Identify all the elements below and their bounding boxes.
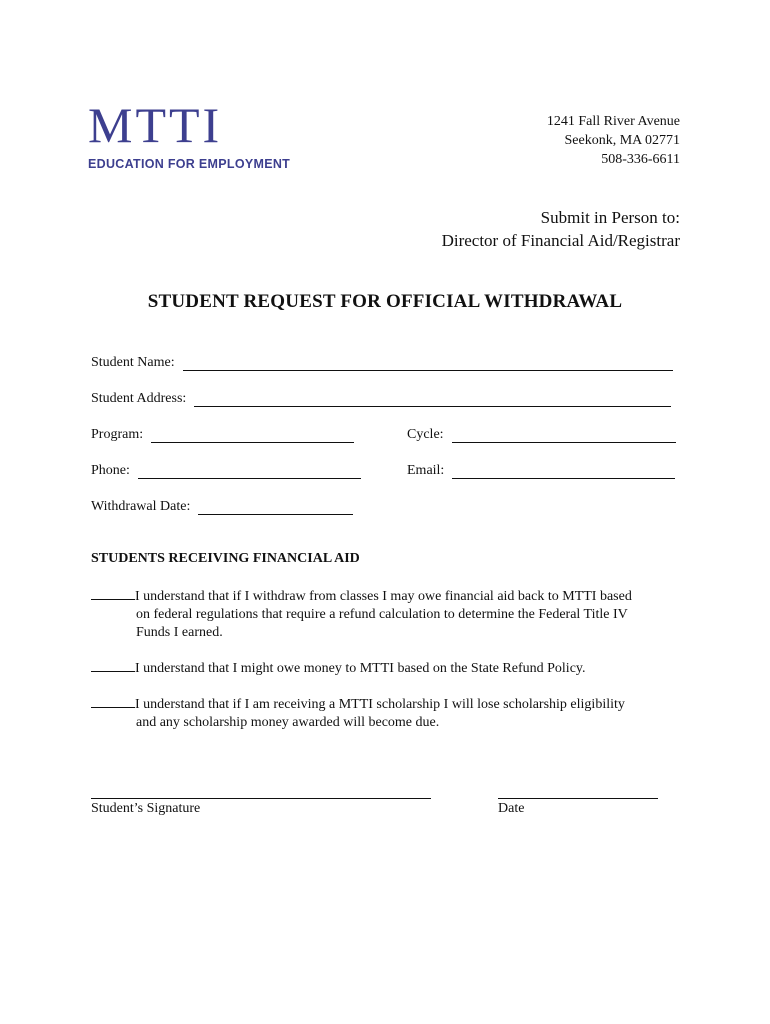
date-signature-line[interactable] [498,797,658,799]
phone-label: Phone: [91,463,130,478]
acknowledgement-1-line-1: I understand that if I withdraw from classes I may owe financial aid back to MTTI based [135,589,632,604]
student-name-field [91,355,673,371]
acknowledgement-3-line-2: and any scholarship money awarded will become due. [136,715,440,730]
program-input[interactable] [151,428,354,443]
acknowledgement-2-line-1: I understand that I might owe money to MTTI based on the State Refund Policy. [135,661,586,676]
date-signature-label: Date [498,801,525,816]
phone-input[interactable] [138,464,361,479]
withdrawal-date-label: Withdrawal Date: [91,499,191,514]
acknowledgement-item-3 [91,695,681,732]
acknowledgement-item-1 [91,587,681,642]
student-signature-label: Student’s Signature [91,801,201,816]
acknowledgement-1-line-3: Funds I earned. [136,625,223,640]
email-field [407,463,675,479]
address-phone: 508-336-6611 [601,152,680,167]
form-title: STUDENT REQUEST FOR OFFICIAL WITHDRAWAL [147,291,623,312]
acknowledgement-1-line-2: on federal regulations that require a refund calculation to determine the Federal Title IV [136,607,628,622]
logo-name: MTTI [88,97,223,153]
financial-aid-heading: STUDENTS RECEIVING FINANCIAL AID [91,551,360,566]
initial-blank-2[interactable] [91,659,135,672]
address-street: 1241 Fall River Avenue [546,114,680,129]
withdrawal-date-input[interactable] [198,500,353,515]
address-city: Seekonk, MA 02771 [564,133,680,148]
submit-line-2: Director of Financial Aid/Registrar [441,231,680,250]
submit-instructions [442,206,680,252]
cycle-input[interactable] [452,428,676,443]
logo-tagline: EDUCATION FOR EMPLOYMENT [88,157,291,171]
program-label: Program: [91,427,144,442]
student-address-label: Student Address: [91,391,187,406]
program-field [91,427,354,443]
acknowledgement-item-2 [91,659,681,678]
student-signature-line[interactable] [91,797,431,799]
student-name-input[interactable] [183,356,673,371]
initial-blank-1[interactable] [91,587,135,600]
withdrawal-date-field [91,499,353,515]
student-address-input[interactable] [194,392,671,407]
email-input[interactable] [452,464,675,479]
school-address [547,112,680,169]
student-name-label: Student Name: [91,355,175,370]
cycle-field [407,427,676,443]
cycle-label: Cycle: [407,427,444,442]
initial-blank-3[interactable] [91,695,135,708]
student-address-field [91,391,671,407]
phone-field [91,463,361,479]
submit-line-1: Submit in Person to: [540,208,680,227]
email-label: Email: [407,463,445,478]
acknowledgement-3-line-1: I understand that if I am receiving a MTTI scholarship I will lose scholarship eligibility [135,697,625,712]
